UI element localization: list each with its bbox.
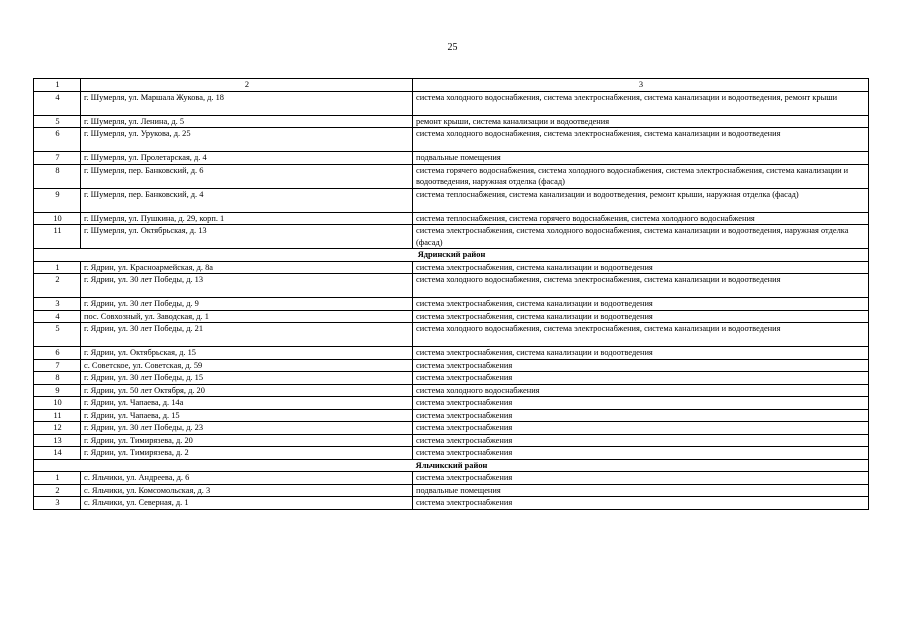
works-cell: система электроснабжения	[413, 359, 869, 372]
row-number: 4	[34, 91, 81, 115]
table-row	[34, 128, 869, 152]
table-row	[34, 359, 869, 372]
address-cell: пос. Совхозный, ул. Заводская, д. 1	[81, 310, 413, 323]
table-row	[34, 310, 869, 323]
row-number: 8	[34, 164, 81, 188]
row-number: 1	[34, 261, 81, 274]
table-row	[34, 164, 869, 188]
table-header-row	[34, 79, 869, 92]
works-cell: система электроснабжения, система канализации и водоотведения	[413, 347, 869, 360]
row-number: 10	[34, 212, 81, 225]
works-cell: система электроснабжения	[413, 397, 869, 410]
address-cell: г. Шумерля, ул. Ленина, д. 5	[81, 115, 413, 128]
address-cell: г. Ядрин, ул. 30 лет Победы, д. 9	[81, 298, 413, 311]
works-cell: система теплоснабжения, система канализации и водоотведения, ремонт крыши, наружная отделка (фасад)	[413, 188, 869, 212]
address-cell: с. Яльчики, ул. Комсомольская, д. 3	[81, 484, 413, 497]
table-row	[34, 484, 869, 497]
table-row	[34, 115, 869, 128]
row-number: 3	[34, 497, 81, 510]
works-cell: система холодного водоснабжения	[413, 384, 869, 397]
works-cell: система электроснабжения	[413, 434, 869, 447]
row-number: 9	[34, 188, 81, 212]
works-cell: система электроснабжения, система канализации и водоотведения	[413, 298, 869, 311]
table-row	[34, 384, 869, 397]
table-row	[34, 323, 869, 347]
row-number: 2	[34, 484, 81, 497]
row-number: 10	[34, 397, 81, 410]
works-cell: система теплоснабжения, система горячего водоснабжения, система холодного водоснабжения	[413, 212, 869, 225]
works-cell: система электроснабжения	[413, 497, 869, 510]
address-cell: г. Ядрин, ул. 30 лет Победы, д. 13	[81, 274, 413, 298]
address-cell: г. Ядрин, ул. Чапаева, д. 14а	[81, 397, 413, 410]
row-number: 8	[34, 372, 81, 385]
row-number: 5	[34, 323, 81, 347]
table-row	[34, 152, 869, 165]
district-header-row	[34, 459, 869, 472]
address-cell: г. Шумерля, пер. Банковский, д. 6	[81, 164, 413, 188]
address-cell: г. Шумерля, ул. Урукова, д. 25	[81, 128, 413, 152]
table-row	[34, 422, 869, 435]
table-row	[34, 434, 869, 447]
address-cell: г. Ядрин, ул. 30 лет Победы, д. 15	[81, 372, 413, 385]
address-cell: г. Ядрин, ул. Красноармейская, д. 8а	[81, 261, 413, 274]
table-row	[34, 347, 869, 360]
address-cell: г. Ядрин, ул. Тимирязева, д. 2	[81, 447, 413, 460]
works-cell: ремонт крыши, система канализации и водоотведения	[413, 115, 869, 128]
row-number: 7	[34, 152, 81, 165]
works-cell: подвальные помещения	[413, 152, 869, 165]
table-row	[34, 91, 869, 115]
works-cell: система электроснабжения, система канализации и водоотведения	[413, 261, 869, 274]
table-row	[34, 188, 869, 212]
works-cell: система холодного водоснабжения, система электроснабжения, система канализации и водоотведения, ремонт крыши	[413, 91, 869, 115]
table-row	[34, 372, 869, 385]
row-number: 11	[34, 225, 81, 249]
district-name: Ядринский район	[34, 249, 869, 262]
address-cell: г. Ядрин, ул. 30 лет Победы, д. 23	[81, 422, 413, 435]
row-number: 6	[34, 128, 81, 152]
works-cell: система холодного водоснабжения, система электроснабжения, система канализации и водоотведения	[413, 274, 869, 298]
address-cell: г. Шумерля, пер. Банковский, д. 4	[81, 188, 413, 212]
row-number: 6	[34, 347, 81, 360]
page-number: 25	[447, 42, 458, 53]
table-row	[34, 447, 869, 460]
buildings-table	[33, 78, 869, 510]
row-number: 1	[34, 472, 81, 485]
table-row	[34, 225, 869, 249]
row-number: 4	[34, 310, 81, 323]
row-number: 9	[34, 384, 81, 397]
row-number: 11	[34, 409, 81, 422]
address-cell: г. Шумерля, ул. Пролетарская, д. 4	[81, 152, 413, 165]
row-number: 14	[34, 447, 81, 460]
table-body	[34, 79, 869, 510]
works-cell: система электроснабжения	[413, 447, 869, 460]
table-row	[34, 472, 869, 485]
row-number: 7	[34, 359, 81, 372]
row-number: 3	[34, 298, 81, 311]
column-header: 2	[81, 79, 413, 92]
column-header: 1	[34, 79, 81, 92]
address-cell: г. Шумерля, ул. Маршала Жукова, д. 18	[81, 91, 413, 115]
works-cell: система электроснабжения	[413, 409, 869, 422]
address-cell: г. Ядрин, ул. Октябрьская, д. 15	[81, 347, 413, 360]
table-row	[34, 497, 869, 510]
address-cell: г. Ядрин, ул. Чапаева, д. 15	[81, 409, 413, 422]
works-cell: система электроснабжения, система холодного водоснабжения, система канализации и водоотведения, наружная отделка (фасад)	[413, 225, 869, 249]
works-cell: система холодного водоснабжения, система электроснабжения, система канализации и водоотведения	[413, 128, 869, 152]
district-header-row	[34, 249, 869, 262]
row-number: 5	[34, 115, 81, 128]
address-cell: г. Шумерля, ул. Пушкина, д. 29, корп. 1	[81, 212, 413, 225]
address-cell: г. Шумерля, ул. Октябрьская, д. 13	[81, 225, 413, 249]
works-cell: система электроснабжения	[413, 472, 869, 485]
works-cell: система электроснабжения	[413, 372, 869, 385]
works-cell: система холодного водоснабжения, система электроснабжения, система канализации и водоотведения	[413, 323, 869, 347]
table-row	[34, 298, 869, 311]
row-number: 12	[34, 422, 81, 435]
table-row	[34, 212, 869, 225]
address-cell: с. Яльчики, ул. Андреева, д. 6	[81, 472, 413, 485]
works-cell: подвальные помещения	[413, 484, 869, 497]
district-name: Яльчикский район	[34, 459, 869, 472]
works-cell: система горячего водоснабжения, система холодного водоснабжения, система электроснабжения, система канализации и водоотведения, наружная отделка (фасад)	[413, 164, 869, 188]
table-row	[34, 409, 869, 422]
address-cell: г. Ядрин, ул. 30 лет Победы, д. 21	[81, 323, 413, 347]
table-row	[34, 274, 869, 298]
address-cell: г. Ядрин, ул. 50 лет Октября, д. 20	[81, 384, 413, 397]
table-row	[34, 261, 869, 274]
address-cell: с. Советское, ул. Советская, д. 59	[81, 359, 413, 372]
works-cell: система электроснабжения	[413, 422, 869, 435]
table-row	[34, 397, 869, 410]
address-cell: г. Ядрин, ул. Тимирязева, д. 20	[81, 434, 413, 447]
column-header: 3	[413, 79, 869, 92]
works-cell: система электроснабжения, система канализации и водоотведения	[413, 310, 869, 323]
row-number: 2	[34, 274, 81, 298]
address-cell: с. Яльчики, ул. Северная, д. 1	[81, 497, 413, 510]
row-number: 13	[34, 434, 81, 447]
